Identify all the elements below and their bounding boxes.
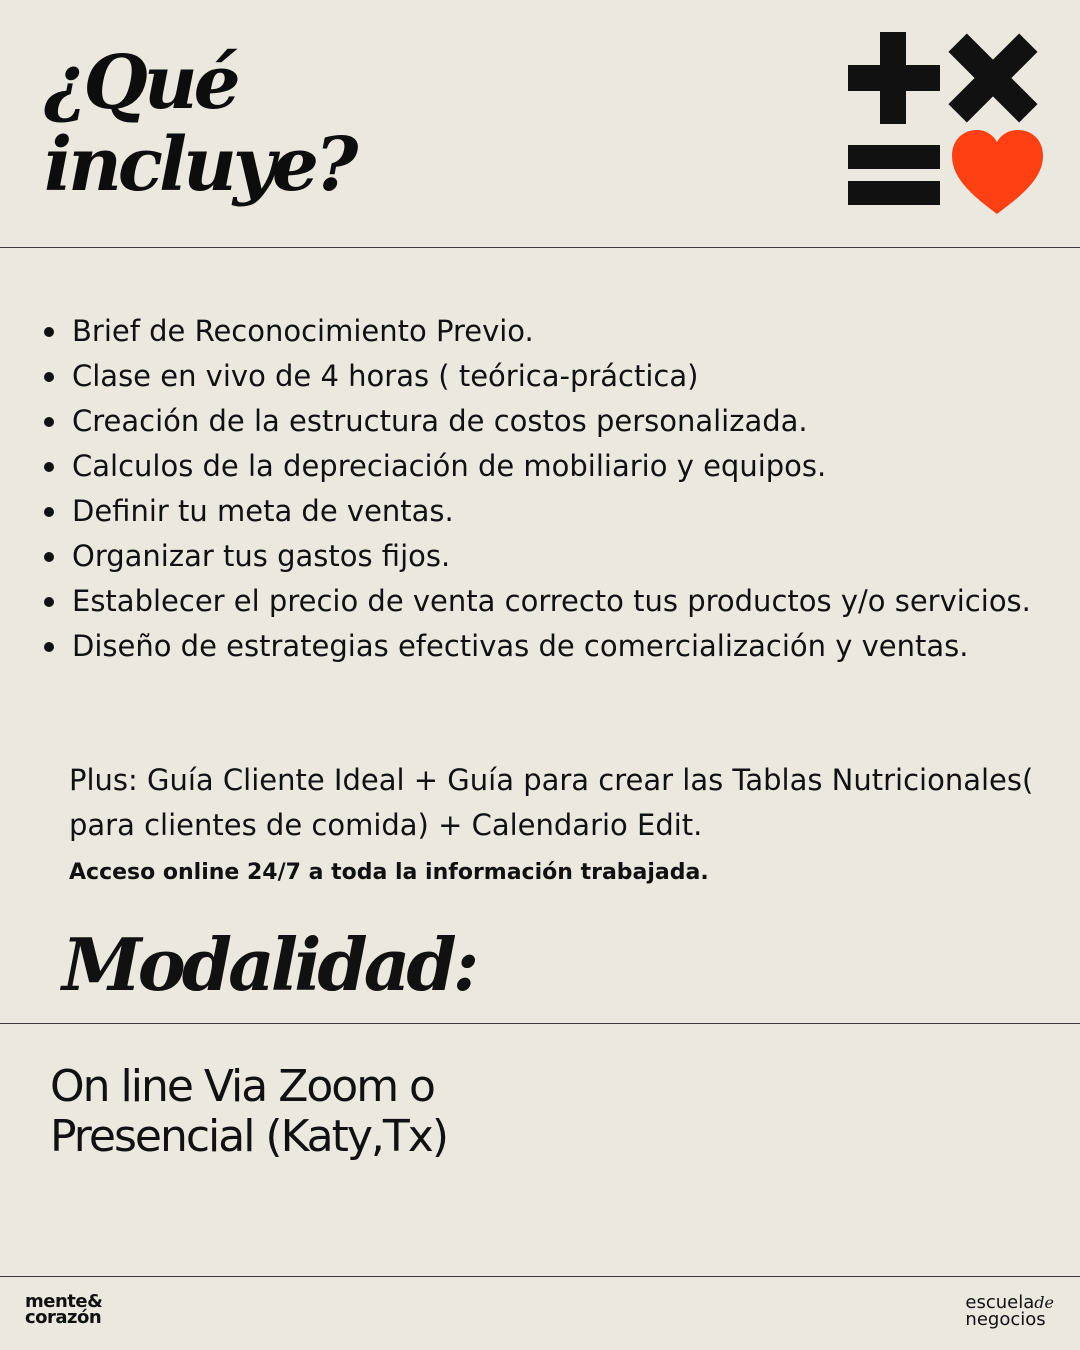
plus-icon — [848, 32, 940, 124]
logo-right-word-2: de — [1034, 1293, 1054, 1312]
times-icon — [948, 33, 1037, 122]
list-item: Brief de Reconocimiento Previo. — [42, 309, 1042, 354]
list-item: Organizar tus gastos fijos. — [42, 534, 1042, 579]
heart-icon — [952, 130, 1043, 214]
includes-list — [42, 309, 1042, 669]
divider-top — [0, 247, 1080, 248]
list-item: Establecer el precio de venta correcto tus productos y/o servicios. — [42, 579, 1042, 624]
plus-text: Plus: Guía Cliente Ideal + Guía para crear las Tablas Nutricionales( para clientes de comida) + Calendario Edit. — [69, 763, 1034, 842]
list-item: Clase en vivo de 4 horas ( teórica-práctica) — [42, 354, 1042, 399]
escuela-negocios-logo — [965, 1294, 1054, 1328]
logo-right-line-2: negocios — [965, 1309, 1046, 1330]
list-item: Creación de la estructura de costos personalizada. — [42, 399, 1042, 444]
list-item: Definir tu meta de ventas. — [42, 489, 1042, 534]
logo-right-word-1: escuela — [965, 1292, 1035, 1313]
equals-icon — [848, 145, 940, 205]
logo-left-line-1: mente& — [25, 1291, 103, 1312]
logo-left-line-2: corazón — [25, 1307, 102, 1328]
list-item: Diseño de estrategias efectivas de comercialización y ventas. — [42, 624, 1042, 669]
modalidad-line-2: Presencial (Katy,Tx) — [50, 1111, 447, 1162]
list-item: Calculos de la depreciación de mobiliario y equipos. — [42, 444, 1042, 489]
access-text: Acceso online 24/7 a toda la información trabajada. — [69, 860, 709, 885]
symbols-logo — [846, 32, 1046, 218]
title-line-2: incluye? — [44, 122, 355, 208]
modalidad-line-1: On line Via Zoom o — [50, 1061, 434, 1112]
mente-corazon-logo — [25, 1291, 103, 1328]
divider-bottom — [0, 1276, 1080, 1277]
page-title — [44, 42, 354, 206]
title-line-1: ¿Qué — [44, 40, 237, 126]
modalidad-heading: Modalidad: — [62, 922, 476, 1007]
modalidad-text — [50, 1062, 447, 1162]
divider-middle — [0, 1023, 1080, 1024]
